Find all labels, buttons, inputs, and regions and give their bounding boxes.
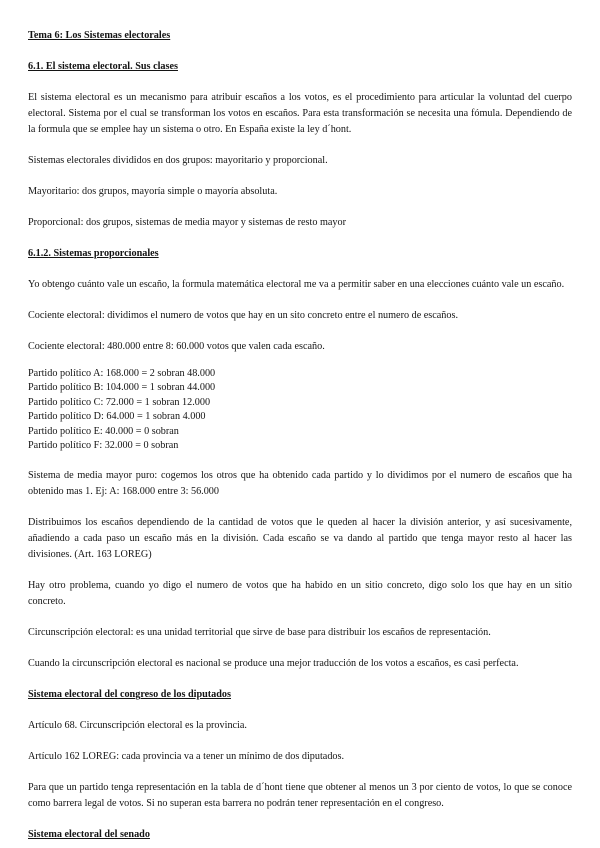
section-heading-congreso: Sistema electoral del congreso de los diputados bbox=[28, 689, 231, 701]
list-item: Partido político F: 32.000 = 0 sobran bbox=[28, 440, 179, 452]
paragraph-media-mayor: Sistema de media mayor puro: cogemos los otros que ha obtenido cada partido y lo dividimos por el numero de escaños que ha obtenido mas 1. Ej: A: 168.000 entre 3: 56.000 bbox=[28, 470, 572, 498]
list-item: Partido político B: 104.000 = 1 sobran 44.000 bbox=[28, 382, 216, 394]
paragraph-valor-escano: Yo obtengo cuánto vale un escaño, la formula matemática electoral me va a permitir saber en una elecciones cuánto vale un escaño. bbox=[28, 279, 565, 290]
paragraph-cociente-definicion: Cociente electoral: dividimos el numero de votos que hay en un sito concreto entre el numero de escaños. bbox=[28, 310, 459, 321]
paragraph-problema: Hay otro problema, cuando yo digo el numero de votos que ha habido en un sitio concreto, digo solo los que hay en un sitio concreto. bbox=[28, 580, 572, 608]
paragraph-definition: El sistema electoral es un mecanismo para atribuir escaños a los votos, es el procedimiento para articular la voluntad del cuerpo electoral. Sistema por el cual se transforman los votos en escaños. Para esta transformación se necesita una fómula. Dependiendo de la formula que se emplee hay un sistema o otro. En España existe la ley d´hont. bbox=[28, 92, 572, 135]
paragraph-articulo-68: Artículo 68. Circunscripción electoral es la provincia. bbox=[28, 720, 247, 732]
paragraph-mayoritario: Mayoritario: dos grupos, mayoría simple o mayoría absoluta. bbox=[28, 186, 278, 197]
paragraph-barrera-legal: Para que un partido tenga representación en la tabla de d´hont tiene que obtener al menos un 3 por ciento de votos, lo que se conoce como barrera legal de votos. Si no superan esta barrera no podrán tener representación en el congreso. bbox=[28, 782, 572, 810]
list-item: Partido político C: 72.000 = 1 sobran 12.000 bbox=[28, 396, 211, 408]
party-results-list bbox=[28, 367, 572, 453]
list-item: Partido político E: 40.000 = 0 sobran bbox=[28, 425, 179, 437]
section-heading-sistemas-proporcionales: 6.1.2. Sistemas proporcionales bbox=[28, 248, 159, 259]
section-heading-senado: Sistema electoral del senado bbox=[28, 829, 150, 841]
paragraph-circunscripcion: Circunscripción electoral: es una unidad territorial que sirve de base para distribuir los escaños de representación. bbox=[28, 627, 491, 639]
list-item: Partido político D: 64.000 = 1 sobran 4.000 bbox=[28, 411, 206, 423]
paragraph-distribucion: Distribuimos los escaños dependiendo de la cantidad de votos que le queden al hacer la división anterior, y así sucesivamente, añadiendo a cada paso un escaño más en la división. Cada escaño se va dando al partido que tenga mayor resto al hacer las divisiones. (Art. 163 LOREG) bbox=[28, 517, 572, 561]
paragraph-articulo-162: Artículo 162 LOREG: cada provincia va a tener un mínimo de dos diputados. bbox=[28, 751, 345, 763]
document-title: Tema 6: Los Sistemas electorales bbox=[28, 30, 171, 41]
list-item: Partido político A: 168.000 = 2 sobran 48.000 bbox=[28, 368, 216, 379]
paragraph-proporcional: Proporcional: dos grupos, sistemas de media mayor y sistemas de resto mayor bbox=[28, 217, 347, 228]
paragraph-nacional: Cuando la circunscripción electoral es nacional se produce una mejor traducción de los votos a escaños, es casi perfecta. bbox=[28, 658, 519, 670]
section-heading-sistema-electoral: 6.1. El sistema electoral. Sus clases bbox=[28, 61, 178, 72]
paragraph-cociente-ejemplo: Cociente electoral: 480.000 entre 8: 60.000 votos que valen cada escaño. bbox=[28, 341, 325, 352]
paragraph-groups: Sistemas electorales divididos en dos grupos: mayoritario y proporcional. bbox=[28, 155, 328, 166]
